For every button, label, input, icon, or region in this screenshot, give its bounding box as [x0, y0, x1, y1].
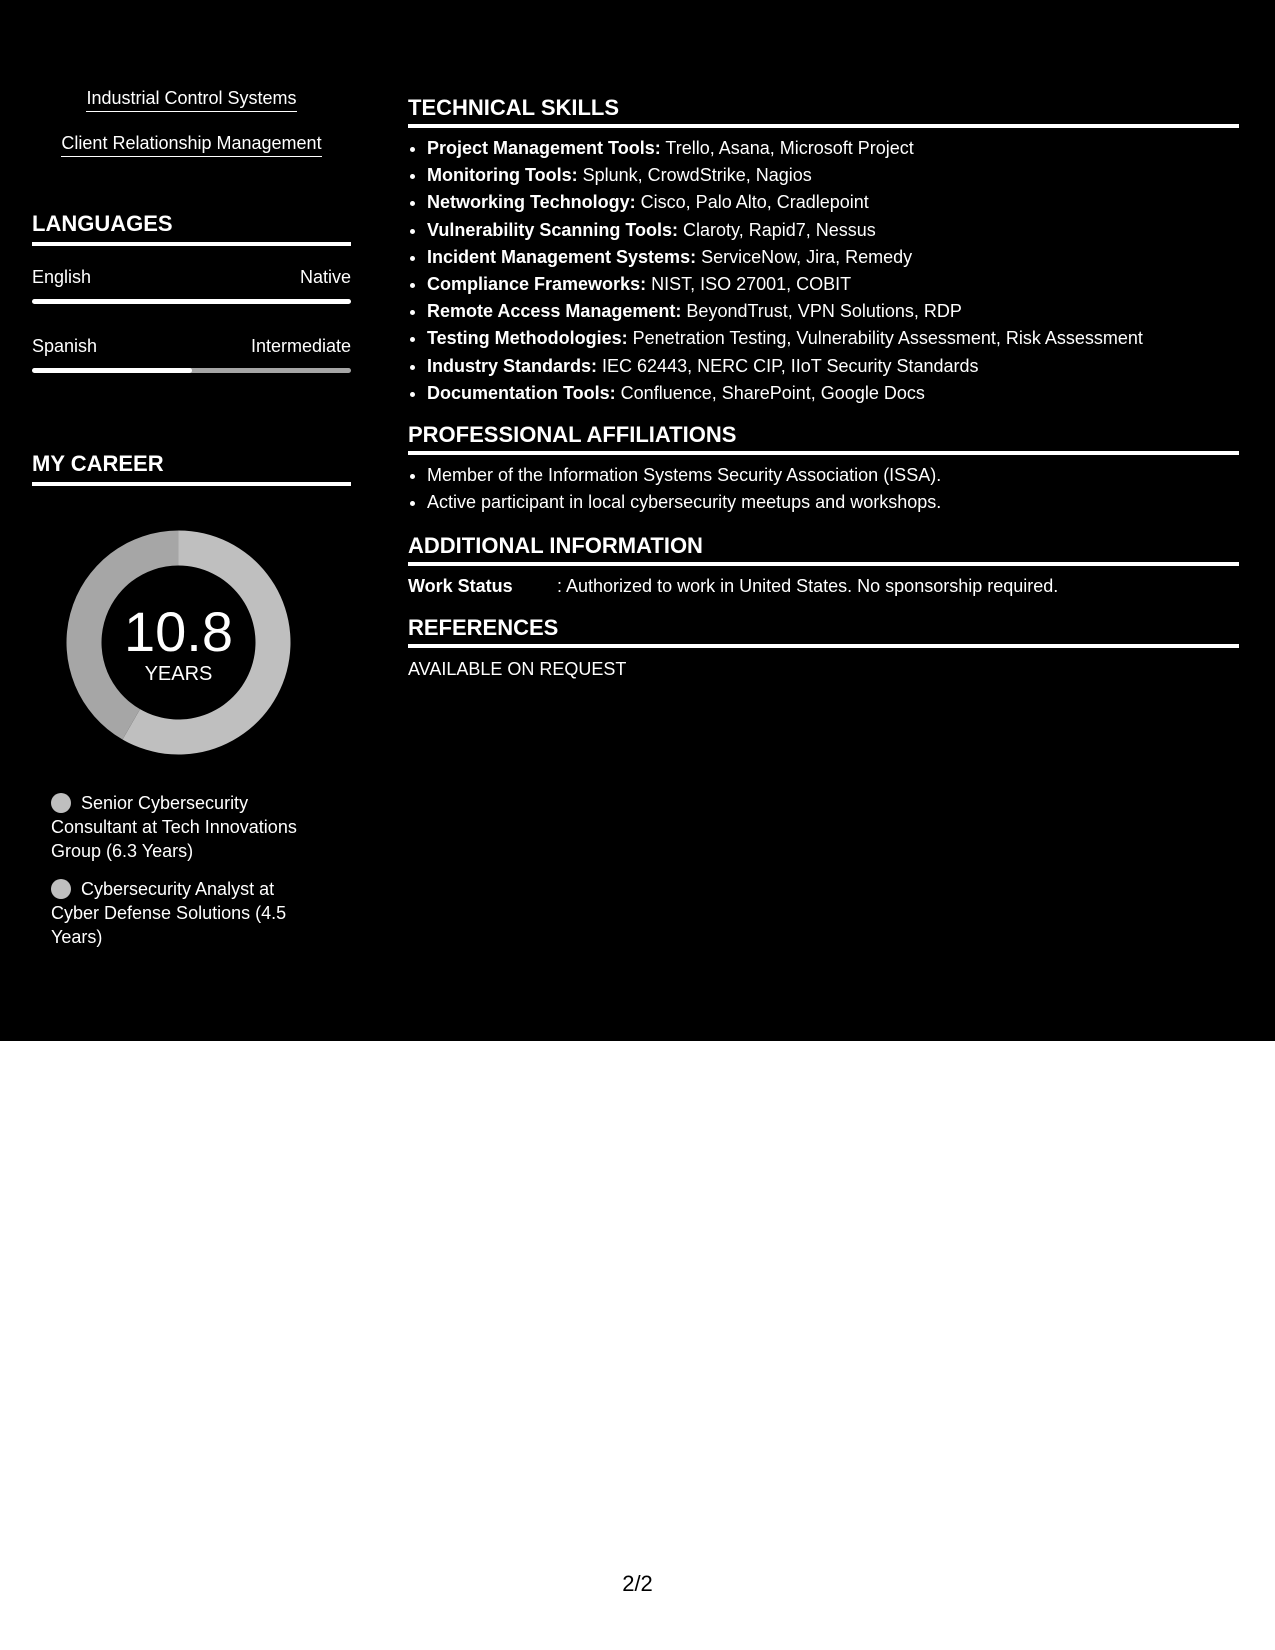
technical-skill-item	[427, 217, 1258, 244]
technical-skills-list	[408, 135, 1258, 407]
technical-skill-label: Networking Technology:	[427, 192, 636, 213]
technical-skill-value: BeyondTrust, VPN Solutions, RDP	[681, 301, 962, 322]
technical-skill-item	[427, 380, 1258, 407]
language-bar	[32, 299, 351, 304]
references-heading: REFERENCES	[408, 615, 1239, 648]
technical-skill-label: Incident Management Systems:	[427, 246, 697, 267]
technical-skill-item	[427, 298, 1258, 325]
legend-dot	[51, 793, 71, 813]
page-number: 2/2	[622, 1571, 653, 1596]
technical-skill-label: Compliance Frameworks:	[427, 274, 647, 295]
technical-skill-label: Industry Standards:	[427, 355, 598, 376]
technical-skill-value: Trello, Asana, Microsoft Project	[660, 138, 914, 158]
technical-skill-label: Project Management Tools:	[427, 138, 661, 158]
language-name: Spanish	[32, 336, 98, 356]
language-bar-fill	[32, 368, 192, 373]
technical-skills-heading: TECHNICAL SKILLS	[408, 95, 1239, 128]
affiliation-item: • Active participant in local cybersecurity meetups and workshops.	[427, 489, 1258, 516]
career-donut-chart	[66, 530, 291, 755]
donut-center	[66, 530, 291, 755]
technical-skill-value: Claroty, Rapid7, Nessus	[678, 219, 876, 240]
career-legend-item	[51, 877, 321, 949]
references-text: AVAILABLE ON REQUEST	[408, 659, 627, 679]
technical-skill-value: IEC 62443, NERC CIP, IIoT Security Standards	[597, 355, 979, 376]
language-name: English	[32, 267, 92, 287]
affiliation-item: • Member of the Information Systems Security Association (ISSA).	[427, 462, 1258, 489]
affiliations-heading: PROFESSIONAL AFFILIATIONS	[408, 422, 1239, 455]
skill-tag	[32, 88, 351, 112]
work-status-label: Work Status	[408, 576, 513, 596]
career-total-years: 10.8	[124, 600, 233, 663]
technical-skill-label: Testing Methodologies:	[427, 328, 628, 349]
work-status-value: : Authorized to work in United States. No sponsorship required.	[557, 576, 1059, 596]
language-bar	[32, 368, 351, 373]
career-legend-text: Cybersecurity Analyst at Cyber Defense Solutions (4.5 Years)	[51, 879, 287, 947]
technical-skill-value: ServiceNow, Jira, Remedy	[696, 246, 913, 267]
affiliations-list	[408, 462, 1258, 516]
additional-info-heading: ADDITIONAL INFORMATION	[408, 533, 1239, 566]
technical-skill-value: Cisco, Palo Alto, Cradlepoint	[635, 192, 869, 213]
technical-skill-value: Splunk, CrowdStrike, Nagios	[577, 165, 812, 186]
technical-skill-item	[427, 325, 1258, 352]
technical-skill-label: Vulnerability Scanning Tools:	[427, 219, 679, 240]
career-legend-item	[51, 791, 321, 863]
skill-tag	[32, 133, 351, 157]
career-heading: MY CAREER	[32, 451, 351, 486]
technical-skill-item	[427, 189, 1258, 216]
career-total-unit: YEARS	[144, 663, 213, 685]
language-level: Native	[299, 267, 351, 287]
career-legend-text: Senior Cybersecurity Consultant at Tech Innovations Group (6.3 Years)	[51, 793, 297, 861]
technical-skill-label: Documentation Tools:	[427, 382, 616, 403]
language-row	[32, 336, 351, 357]
technical-skill-value: Confluence, SharePoint, Google Docs	[615, 382, 925, 403]
technical-skill-item	[427, 244, 1258, 271]
language-row	[32, 267, 351, 288]
work-status-row	[408, 576, 1239, 597]
skill-tag-label: Industrial Control Systems	[86, 88, 296, 112]
legend-dot	[51, 879, 71, 899]
technical-skill-label: Remote Access Management:	[427, 301, 682, 322]
language-bar-fill	[32, 299, 351, 304]
technical-skill-value: Penetration Testing, Vulnerability Assessment, Risk Assessment	[627, 328, 1143, 349]
languages-heading: LANGUAGES	[32, 211, 351, 246]
skill-tag-label: Client Relationship Management	[61, 133, 321, 157]
technical-skill-item	[427, 135, 1258, 162]
technical-skill-label: Monitoring Tools:	[427, 165, 578, 186]
technical-skill-item	[427, 271, 1258, 298]
technical-skill-item	[427, 353, 1258, 380]
language-level: Intermediate	[250, 336, 351, 356]
technical-skill-value: NIST, ISO 27001, COBIT	[646, 274, 852, 295]
technical-skill-item	[427, 162, 1258, 189]
